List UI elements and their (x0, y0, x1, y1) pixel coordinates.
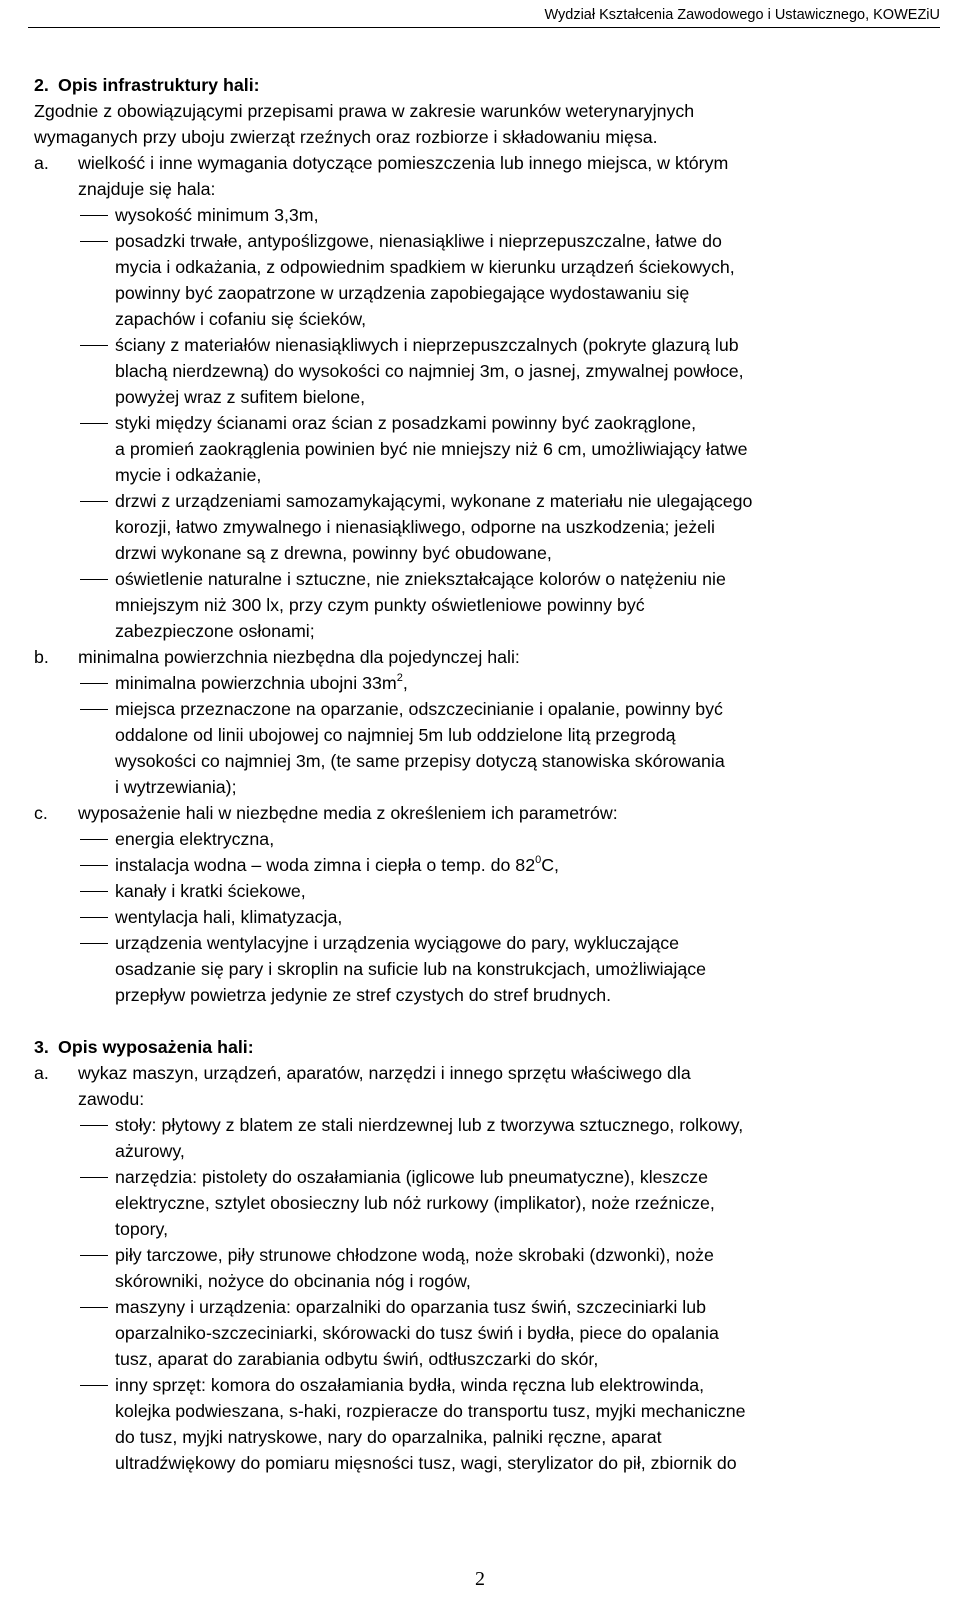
section-number: 3. (34, 1037, 49, 1057)
list-item-text: osadzanie się pary i skroplin na suficie lub na konstrukcjach, umożliwiające (115, 959, 707, 979)
list-item-text: minimalna powierzchnia ubojni $33m^2$, (115, 672, 408, 693)
subsection-text: wielkość i inne wymagania dotyczące pomieszczenia lub innego miejsca, w którym (78, 153, 729, 173)
subsection-text: minimalna powierzchnia niezbędna dla pojedynczej hali: (78, 647, 520, 667)
section-2-heading (34, 72, 940, 98)
subsection-text: wyposażenie hali w niezbędne media z określeniem ich parametrów: (78, 803, 618, 823)
list-item-text: przepływ powietrza jedynie ze stref czystych do stref brudnych. (115, 985, 612, 1005)
dash-bullet (80, 709, 108, 710)
list-item-text: kanały i kratki ściekowe, (115, 881, 306, 901)
list-item-text: ażurowy, (115, 1141, 185, 1161)
list-item-text: zapachów i cofaniu się ścieków, (115, 309, 367, 329)
subsection-letter: a. (34, 153, 49, 173)
list-item-text: korozji, łatwo zmywalnego i nienasiąkliwego, odporne na uszkodzenia; jeżeli (115, 517, 715, 537)
list-item (34, 410, 940, 488)
dash-bullet (80, 943, 108, 944)
list-item (34, 904, 940, 930)
list-item (34, 228, 940, 332)
list-item-text: kolejka podwieszana, s-haki, rozpieracze do transportu tusz, myjki mechaniczne (115, 1401, 746, 1421)
list-item-text: energia elektryczna, (115, 829, 275, 849)
document-body (34, 72, 940, 1476)
list-item-text: i wytrzewiania); (115, 777, 237, 797)
list-item (34, 670, 940, 696)
list-item-text: instalacja wodna – woda zimna i ciepła o temp. do $82^0C$, (115, 854, 559, 875)
list-item-text: drzwi z urządzeniami samozamykającymi, wykonane z materiału nie ulegającego (115, 491, 753, 511)
section-3-heading (34, 1034, 940, 1060)
list-item-text: wysokość minimum 3,3m, (115, 205, 319, 225)
list-item-text: oświetlenie naturalne i sztuczne, nie zniekształcające kolorów o natężeniu nie (115, 569, 726, 589)
paragraph-line: Zgodnie z obowiązującymi przepisami prawa w zakresie warunków weterynaryjnych (34, 101, 695, 121)
list-item (34, 852, 940, 878)
list-item-text: skórowniki, nożyce do obcinania nóg i rogów, (115, 1271, 471, 1291)
list-item-text: stoły: płytowy z blatem ze stali nierdzewnej lub z tworzywa sztucznego, rolkowy, (115, 1115, 744, 1135)
list-item-text: mniejszym niż 300 lx, przy czym punkty oświetleniowe powinny być (115, 595, 645, 615)
dash-bullet (80, 501, 108, 502)
list-item-text: inny sprzęt: komora do oszałamiania bydła, winda ręczna lub elektrowinda, (115, 1375, 705, 1395)
dash-bullet (80, 423, 108, 424)
list-item-text: powinny być zaopatrzone w urządzenia zapobiegające wydostawaniu się (115, 283, 690, 303)
list-item-text: wentylacja hali, klimatyzacja, (115, 907, 343, 927)
list-item-text: tusz, aparat do zarabiania odbytu świń, odtłuszczarki do skór, (115, 1349, 599, 1369)
dash-bullet (80, 683, 108, 684)
dash-list (34, 696, 940, 800)
subsection-b (34, 644, 940, 670)
list-item-text: a promień zaokrąglenia powinien być nie mniejszy niż 6 cm, umożliwiający łatwe (115, 439, 748, 459)
subsection-text: zawodu: (78, 1089, 145, 1109)
list-item (34, 878, 940, 904)
list-item-text: urządzenia wentylacyjne i urządzenia wyciągowe do pary, wykluczające (115, 933, 680, 953)
list-item (34, 332, 940, 410)
subsection-letter: a. (34, 1063, 49, 1083)
list-item (34, 1112, 940, 1164)
dash-bullet (80, 839, 108, 840)
dash-bullet (80, 1177, 108, 1178)
list-item-text: posadzki trwałe, antypoślizgowe, nienasiąkliwe i nieprzepuszczalne, łatwe do (115, 231, 722, 251)
list-item-text: oddalone od linii ubojowej co najmniej 5m lub oddzielone litą przegrodą (115, 725, 676, 745)
subsection-text: znajduje się hala: (78, 179, 216, 199)
list-item-text: zabezpieczone osłonami; (115, 621, 315, 641)
list-item-text: miejsca przeznaczone na oparzanie, odszczecinianie i opalanie, powinny być (115, 699, 723, 719)
paragraph-line: wymaganych przy uboju zwierząt rzeźnych oraz rozbiorze i składowaniu mięsa. (34, 127, 658, 147)
dash-bullet (80, 917, 108, 918)
list-item-text: oparzalniko-szczeciniarki, skórowacki do tusz świń i bydła, piece do opalania (115, 1323, 719, 1343)
list-item-text: blachą nierdzewną) do wysokości co najmniej 3m, o jasnej, zmywalnej powłoce, (115, 361, 744, 381)
dash-bullet (80, 241, 108, 242)
dash-list (34, 202, 940, 644)
list-item-text: styki między ścianami oraz ścian z posadzkami powinny być zaokrąglone, (115, 413, 697, 433)
subsection-a (34, 150, 940, 176)
dash-bullet (80, 1307, 108, 1308)
list-item-text: wysokości co najmniej 3m, (te same przepisy dotyczą stanowiska skórowania (115, 751, 725, 771)
dash-bullet (80, 1255, 108, 1256)
subsection-a (34, 1060, 940, 1086)
dash-bullet (80, 1125, 108, 1126)
list-item (34, 1242, 940, 1294)
list-item-text: mycie i odkażanie, (115, 465, 262, 485)
section-title: Opis wyposażenia hali: (58, 1037, 254, 1057)
list-item (34, 1164, 940, 1242)
dash-bullet (80, 215, 108, 216)
list-item (34, 1372, 940, 1476)
list-item-text: elektryczne, sztylet obosieczny lub nóż rurkowy (implikator), noże rzeźnicze, (115, 1193, 715, 1213)
list-item (34, 488, 940, 566)
dash-bullet (80, 345, 108, 346)
list-item-text: ściany z materiałów nienasiąkliwych i nieprzepuszczalnych (pokryte glazurą lub (115, 335, 739, 355)
dash-list (34, 1112, 940, 1476)
list-item (34, 826, 940, 852)
section-number: 2. (34, 75, 49, 95)
subsection-text: wykaz maszyn, urządzeń, aparatów, narzędzi i innego sprzętu właściwego dla (78, 1063, 691, 1083)
list-item-text: do tusz, myjki natryskowe, nary do oparzalnika, palniki ręczne, aparat (115, 1427, 662, 1447)
list-item (34, 696, 940, 800)
list-item-text: topory, (115, 1219, 169, 1239)
list-item (34, 566, 940, 644)
list-item-text: powyżej wraz z sufitem bielone, (115, 387, 366, 407)
header-rule (28, 27, 940, 28)
list-item-text: mycia i odkażania, z odpowiednim spadkiem w kierunku urządzeń ściekowych, (115, 257, 735, 277)
list-item-text: ultradźwiękowy do pomiaru mięsności tusz, wagi, sterylizator do pił, zbiornik do (115, 1453, 737, 1473)
section-title: Opis infrastruktury hali: (58, 75, 260, 95)
list-item-text: drzwi wykonane są z drewna, powinny być obudowane, (115, 543, 552, 563)
dash-list (34, 878, 940, 1008)
list-item-text: narzędzia: pistolety do oszałamiania (iglicowe lub pneumatyczne), kleszcze (115, 1167, 708, 1187)
list-item-text: piły tarczowe, piły strunowe chłodzone wodą, noże skrobaki (dzwonki), noże (115, 1245, 714, 1265)
subsection-letter: c. (34, 803, 48, 823)
list-item (34, 930, 940, 1008)
spacer (34, 1008, 940, 1034)
dash-bullet (80, 891, 108, 892)
list-item-text: maszyny i urządzenia: oparzalniki do oparzania tusz świń, szczeciniarki lub (115, 1297, 707, 1317)
superscript: 0 (535, 854, 542, 866)
page-number: 2 (475, 1568, 485, 1590)
subsection-letter: b. (34, 647, 49, 667)
dash-bullet (80, 1385, 108, 1386)
dash-bullet (80, 865, 108, 866)
superscript: 2 (396, 672, 403, 684)
subsection-c (34, 800, 940, 826)
list-item (34, 1294, 940, 1372)
list-item (34, 202, 940, 228)
dash-bullet (80, 579, 108, 580)
running-header: Wydział Kształcenia Zawodowego i Ustawicznego, KOWEZiU (544, 7, 940, 23)
